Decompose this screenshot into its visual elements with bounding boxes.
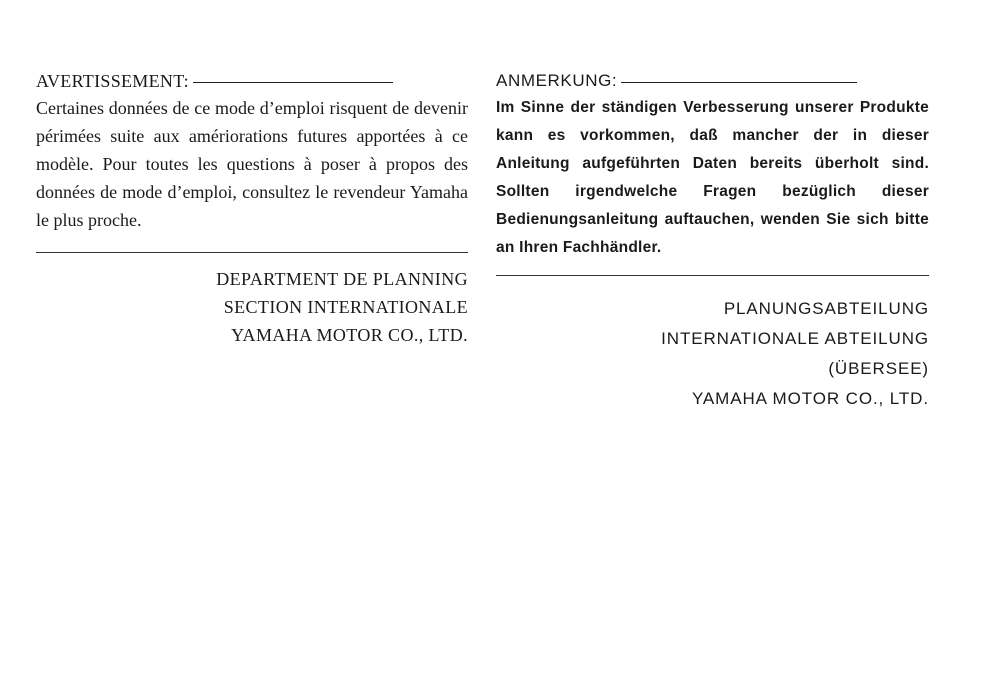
french-heading-rule <box>193 82 393 83</box>
german-heading: ANMERKUNG: <box>496 71 618 90</box>
german-signature-line: (ÜBERSEE) <box>828 359 929 378</box>
french-signature <box>36 265 468 349</box>
french-signature-line: SECTION INTERNATIONALE <box>223 297 468 317</box>
french-signature-line: DEPARTMENT DE PLANNING <box>216 269 468 289</box>
french-heading-row <box>36 68 468 94</box>
german-signature-line: PLANUNGSABTEILUNG <box>723 299 929 318</box>
french-divider <box>36 252 468 253</box>
german-signature-line: YAMAHA MOTOR CO., LTD. <box>691 389 929 408</box>
german-heading-rule <box>621 82 857 83</box>
german-notice <box>496 68 929 414</box>
german-signature <box>496 294 929 414</box>
french-heading: AVERTISSEMENT: <box>36 70 189 91</box>
french-notice <box>36 68 468 349</box>
german-heading-row <box>496 68 929 94</box>
french-signature-line: YAMAHA MOTOR CO., LTD. <box>231 325 468 345</box>
german-body-text: Im Sinne der ständigen Verbesserung unserer Produkte kann es vorkommen, daß mancher der in dieser Anleitung aufgeführten Daten bereits überholt sind. Sollten irgendwelche Fragen bezüglich dieser Bedienungsanleitung auftauchen, wenden Sie sich bitte an Ihren Fachhändler. <box>496 99 929 256</box>
french-body-text: Certaines données de ce mode d’emploi risquent de devenir périmées suite aux amériorations futures apportées à ce modèle. Pour toutes les questions à poser à propos des données de mode d’emploi, consultez le revendeur Yamaha le plus proche. <box>36 98 468 230</box>
german-divider <box>496 275 929 276</box>
german-signature-line: INTERNATIONALE ABTEILUNG <box>661 329 929 348</box>
